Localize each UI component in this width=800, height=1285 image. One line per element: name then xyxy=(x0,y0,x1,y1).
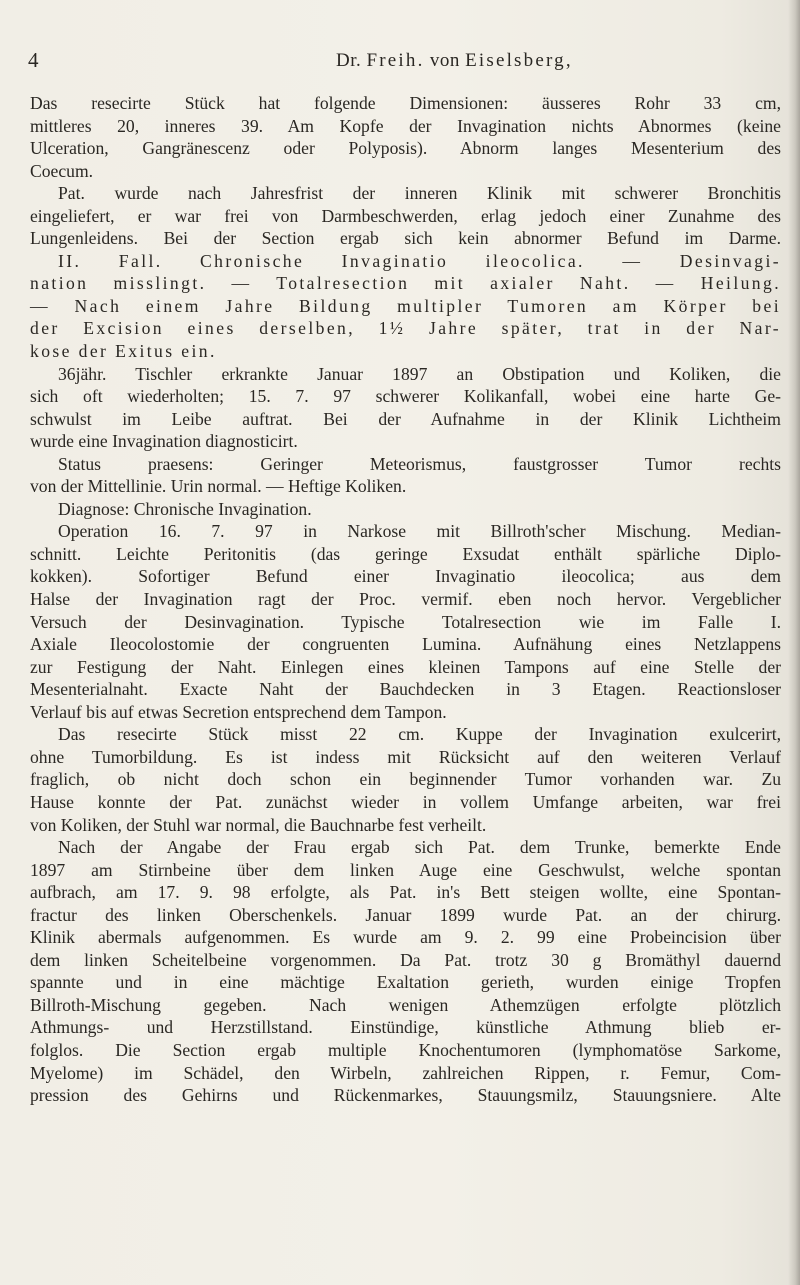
page-edge-shadow xyxy=(788,0,800,1285)
text-line: mittleres 20, inneres 39. Am Kopfe der Invagination nichts Abnormes (keine xyxy=(30,115,781,136)
case-heading-line: II. Fall. Chronische Invaginatio ileocolica. — Desinvagi- xyxy=(58,250,781,271)
text-line: Das resecirte Stück misst 22 cm. Kuppe der Invagination exulcerirt, xyxy=(58,724,781,745)
text-line: kokken). Sofortiger Befund einer Invaginatio ileocolica; aus dem xyxy=(30,566,781,587)
text-line: ohne Tumorbildung. Es ist indess mit Rücksicht auf den weiteren Verlauf xyxy=(30,746,781,767)
page-number: 4 xyxy=(28,48,39,72)
text-line: schwulst im Leibe auftrat. Bei der Aufnahme in der Klinik Lichtheim xyxy=(30,408,781,429)
text-line: Lungenleidens. Bei der Section ergab sich kein abnormer Befund im Darme. xyxy=(30,228,781,249)
text-line: 36jähr. Tischler erkrankte Januar 1897 an Obstipation und Koliken, die xyxy=(58,363,781,384)
header-author-title: Freih. xyxy=(366,50,425,71)
text-line: aufbrach, am 17. 9. 98 erfolgte, als Pat. in's Bett steigen wollte, eine Spontan- xyxy=(30,882,781,903)
text-line: folglos. Die Section ergab multiple Knochentumoren (lymphomatöse Sarkome, xyxy=(30,1039,781,1060)
text-line: Hause konnte der Pat. zunächst wieder in vollem Umfange arbeiten, war frei xyxy=(30,791,781,812)
text-line: Verlauf bis auf etwas Secretion entsprechend dem Tampon. xyxy=(30,701,447,722)
text-line: 1897 am Stirnbeine über dem linken Auge eine Geschwulst, welche spontan xyxy=(30,859,781,880)
text-line: schnitt. Leichte Peritonitis (das geringe Exsudat enthält spärliche Diplo- xyxy=(30,543,781,564)
text-line: fraglich, ob nicht doch schon ein beginnender Tumor vorhanden war. Zu xyxy=(30,769,781,790)
text-line: Athmungs- und Herzstillstand. Einstündige, künstliche Athmung blieb er- xyxy=(30,1017,781,1038)
text-line: von Koliken, der Stuhl war normal, die Bauchnarbe fest verheilt. xyxy=(30,814,487,835)
case-heading-line: der Excision eines derselben, 1½ Jahre später, trat in der Nar- xyxy=(30,318,781,339)
text-line: wurde eine Invagination diagnosticirt. xyxy=(30,431,298,452)
case-heading-line: — Nach einem Jahre Bildung multipler Tumoren am Körper bei xyxy=(30,295,781,316)
text-line: von der Mittellinie. Urin normal. — Heftige Koliken. xyxy=(30,476,407,497)
text-line: Ulceration, Gangränescenz oder Polyposis). Abnorm langes Mesenterium des xyxy=(30,138,781,159)
text-line: fractur des linken Oberschenkels. Januar 1899 wurde Pat. an der chirurg. xyxy=(30,904,781,925)
header-title xyxy=(336,50,571,72)
header-author-name: Eiselsberg xyxy=(465,50,566,71)
text-line: Status praesens: Geringer Meteorismus, faustgrosser Tumor rechts xyxy=(58,453,781,474)
text-line: Versuch der Desinvagination. Typische Totalresection wie im Falle I. xyxy=(30,611,781,632)
text-line: Mesenterialnaht. Exacte Naht der Bauchdecken in 3 Etagen. Reactionsloser xyxy=(30,679,781,700)
text-line: Myelome) im Schädel, den Wirbeln, zahlreichen Rippen, r. Femur, Com- xyxy=(30,1062,781,1083)
header-title-mid: von xyxy=(424,50,466,71)
text-line: Das resecirte Stück hat folgende Dimensionen: äusseres Rohr 33 cm, xyxy=(30,93,781,113)
text-line: Coecum. xyxy=(30,160,94,181)
text-line: Diagnose: Chronische Invagination. xyxy=(58,498,312,519)
text-line: Axiale Ileocolostomie der congruenten Lumina. Aufnähung eines Netzlappens xyxy=(30,634,781,655)
running-header xyxy=(28,48,788,78)
text-line: eingeliefert, er war frei von Darmbeschwerden, erlag jedoch einer Zunahme des xyxy=(30,205,781,226)
body-text xyxy=(30,92,781,1107)
case-heading-line: kose der Exitus ein. xyxy=(30,341,217,362)
header-title-prefix: Dr. xyxy=(336,50,367,71)
case-heading-line: nation misslingt. — Totalresection mit axialer Naht. — Heilung. xyxy=(30,273,781,294)
text-line: spannte und in eine mächtige Exaltation gerieth, wurden einige Tropfen xyxy=(30,972,781,993)
text-line: sich oft wiederholten; 15. 7. 97 schwerer Kolikanfall, wobei eine harte Ge- xyxy=(30,386,781,407)
text-line: Halse der Invagination ragt der Proc. vermif. eben noch hervor. Vergeblicher xyxy=(30,589,781,610)
text-line: Nach der Angabe der Frau ergab sich Pat. dem Trunke, bemerkte Ende xyxy=(58,837,781,858)
header-title-suffix: , xyxy=(565,50,572,71)
text-line: Billroth-Mischung gegeben. Nach wenigen Athemzügen erfolgte plötzlich xyxy=(30,994,781,1015)
text-line: Pat. wurde nach Jahresfrist der inneren Klinik mit schwerer Bronchitis xyxy=(58,183,781,204)
text-line: Klinik abermals aufgenommen. Es wurde am 9. 2. 99 eine Probeincision über xyxy=(30,927,781,948)
text-line: zur Festigung der Naht. Einlegen eines kleinen Tampons auf eine Stelle der xyxy=(30,656,781,677)
text-line: dem linken Scheitelbeine vorgenommen. Da Pat. trotz 30 g Bromäthyl dauernd xyxy=(30,949,781,970)
text-line: Operation 16. 7. 97 in Narkose mit Billroth'scher Mischung. Median- xyxy=(58,521,781,542)
text-line: pression des Gehirns und Rückenmarkes, Stauungsmilz, Stauungsniere. Alte xyxy=(30,1085,781,1106)
